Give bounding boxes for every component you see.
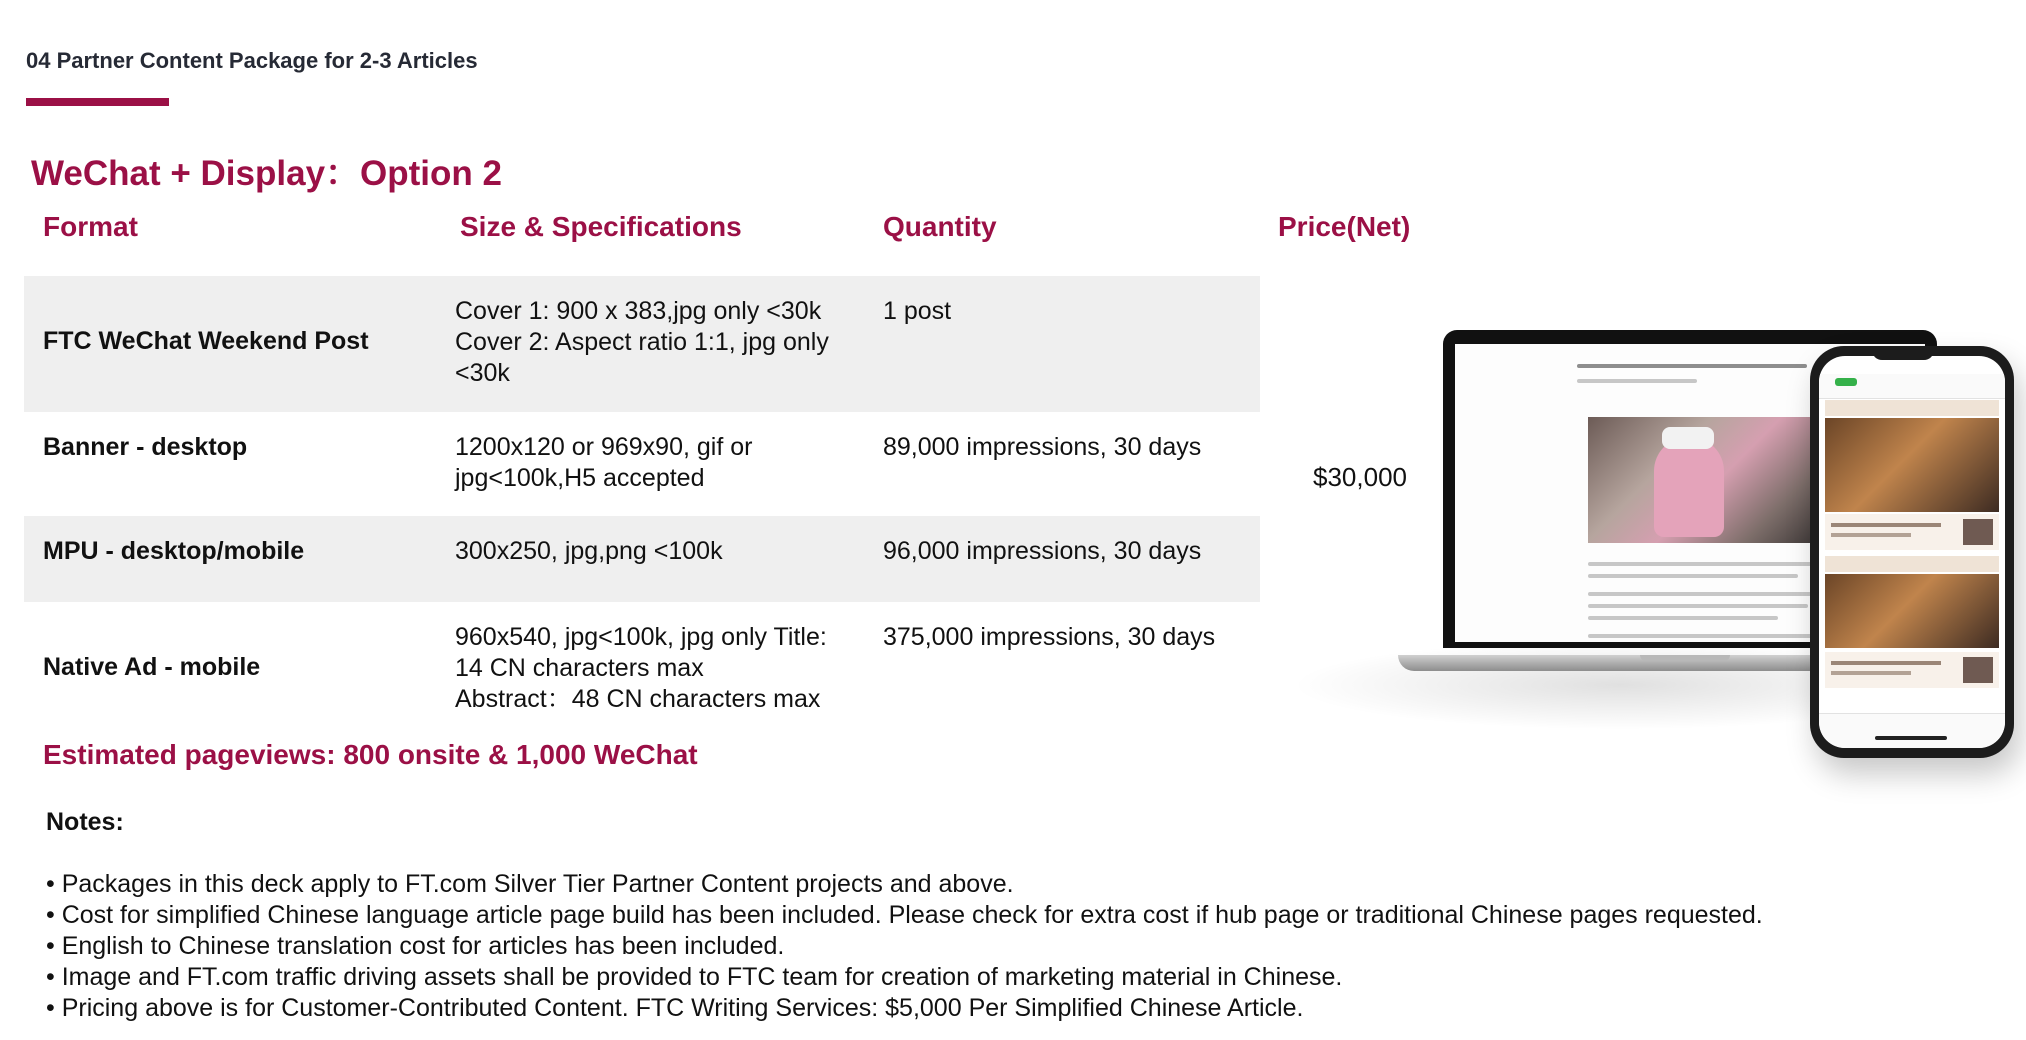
phone-app-header — [1819, 374, 2005, 399]
article-text-line — [1588, 592, 1816, 596]
size-line: Abstract：48 CN characters max — [455, 685, 821, 713]
size-line: jpg<100k,H5 accepted — [455, 464, 705, 492]
package-price: $30,000 — [1313, 462, 1407, 492]
list-item-thumbnail — [1963, 519, 1993, 545]
row-quantity: 375,000 impressions, 30 days — [883, 623, 1216, 651]
size-line: Cover 2: Aspect ratio 1:1, jpg only — [455, 328, 829, 356]
size-line: 14 CN characters max — [455, 654, 704, 682]
note-item: • Image and FT.com traffic driving assets shall be provided to FTC team for creation of marketing material in Chinese. — [46, 962, 1763, 993]
phone-tab-bar — [1819, 713, 2005, 748]
phone-frame — [1810, 346, 2014, 758]
note-item: • Packages in this deck apply to FT.com Silver Tier Partner Content projects and above. — [46, 869, 1763, 900]
size-line: 300x250, jpg,png <100k — [455, 537, 723, 565]
column-header-format: Format — [43, 211, 138, 242]
note-item: • Pricing above is for Customer-Contributed Content. FTC Writing Services: $5,000 Per Simplified Chinese Article. — [46, 993, 1763, 1024]
article-text-line — [1588, 604, 1808, 608]
article-text-line — [1588, 562, 1816, 566]
size-line: 960x540, jpg<100k, jpg only Title: — [455, 623, 827, 651]
table-row — [24, 276, 1260, 412]
article-text-line — [1588, 616, 1778, 620]
column-header-size: Size & Specifications — [460, 211, 742, 242]
table-row — [24, 602, 1260, 728]
phone-screen — [1819, 356, 2005, 748]
note-item: • English to Chinese translation cost for articles has been included. — [46, 931, 1763, 962]
row-quantity: 89,000 impressions, 30 days — [883, 433, 1202, 461]
page-title: WeChat + Display：Option 2 — [31, 154, 502, 193]
list-item-title-line — [1831, 523, 1941, 527]
article-meta-line — [1577, 379, 1697, 383]
phone-notch — [1872, 346, 1934, 360]
row-format: FTC WeChat Weekend Post — [43, 327, 369, 355]
notes-list — [46, 869, 1763, 1024]
phone-list-item — [1825, 514, 1999, 550]
phone-list-item — [1825, 652, 1999, 688]
list-item-subtitle-line — [1831, 533, 1911, 537]
row-size — [455, 536, 875, 567]
table-row — [24, 412, 1260, 516]
column-header-quantity: Quantity — [883, 211, 997, 242]
phone-tab-strip — [1825, 400, 1999, 416]
row-quantity: 1 post — [883, 297, 952, 325]
list-item-subtitle-line — [1831, 671, 1911, 675]
article-text-line — [1588, 634, 1816, 638]
row-format: MPU - desktop/mobile — [43, 537, 305, 565]
photo-vr-headset — [1662, 427, 1714, 449]
article-photo — [1588, 417, 1814, 543]
table-row — [24, 516, 1260, 602]
row-quantity: 96,000 impressions, 30 days — [883, 537, 1202, 565]
size-line: 1200x120 or 969x90, gif or — [455, 433, 753, 461]
phone-home-indicator — [1875, 736, 1947, 740]
size-line: Cover 1: 900 x 383,jpg only <30k — [455, 297, 822, 325]
phone-status-indicator — [1835, 378, 1857, 386]
row-format: Banner - desktop — [43, 433, 248, 461]
article-text-line — [1588, 574, 1798, 578]
row-size — [455, 296, 875, 389]
phone-section-strip — [1825, 556, 1999, 572]
phone-feature-image — [1825, 574, 1999, 648]
notes-heading: Notes: — [46, 808, 124, 836]
laptop-notch — [1640, 655, 1730, 661]
row-size — [455, 622, 875, 715]
column-header-price: Price(Net) — [1278, 211, 1411, 242]
list-item-thumbnail — [1963, 657, 1993, 683]
section-label: 04 Partner Content Package for 2-3 Articles — [26, 48, 478, 73]
row-size — [455, 432, 875, 494]
section-accent-bar — [26, 98, 169, 106]
photo-subject — [1654, 437, 1724, 537]
article-headline-line — [1577, 364, 1807, 368]
list-item-title-line — [1831, 661, 1941, 665]
phone-feature-image — [1825, 418, 1999, 512]
note-item: • Cost for simplified Chinese language article page build has been included. Please check for extra cost if hub page or traditional Chinese pages requested. — [46, 900, 1763, 931]
estimated-pageviews: Estimated pageviews: 800 onsite & 1,000 WeChat — [43, 739, 698, 770]
row-format: Native Ad - mobile — [43, 653, 261, 681]
size-line: <30k — [455, 359, 510, 387]
